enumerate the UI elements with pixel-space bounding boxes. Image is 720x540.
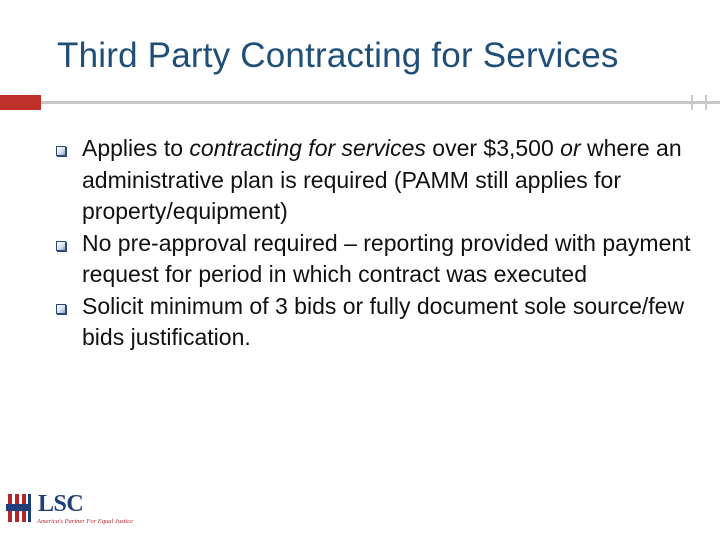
bullet-text: where an administrative plan is required (PAMM still applies for property/equipment): [82, 135, 682, 224]
bullet-text: Applies to: [82, 135, 190, 161]
bullet-text: over $3,500: [425, 135, 561, 161]
bullet-text: Solicit minimum of 3 bids or fully document sole source/few bids justification.: [82, 292, 685, 350]
title-divider: [0, 101, 720, 104]
logo-tagline: America's Partner For Equal Justice: [37, 518, 133, 525]
slide-title: Third Party Contracting for Services: [57, 36, 619, 75]
title-divider-tick: [705, 95, 707, 110]
bullet-item: [56, 228, 696, 291]
title-divider-accent: [0, 95, 41, 110]
bullet-list: [56, 133, 696, 354]
bullet-item: [56, 291, 696, 354]
bullet-text: No pre-approval required – reporting provided with payment request for period in which contract was executed: [82, 229, 691, 287]
flag-icon: [6, 492, 36, 524]
square-bullet-icon: [56, 146, 66, 156]
title-divider-tick: [691, 95, 693, 110]
bullet-text: contracting for services: [189, 135, 426, 161]
logo-text: LSC: [38, 491, 84, 517]
bullet-text: or: [560, 135, 581, 161]
bullet-item: [56, 133, 696, 228]
square-bullet-icon: [56, 304, 66, 314]
square-bullet-icon: [56, 241, 66, 251]
lsc-logo: [4, 489, 138, 531]
